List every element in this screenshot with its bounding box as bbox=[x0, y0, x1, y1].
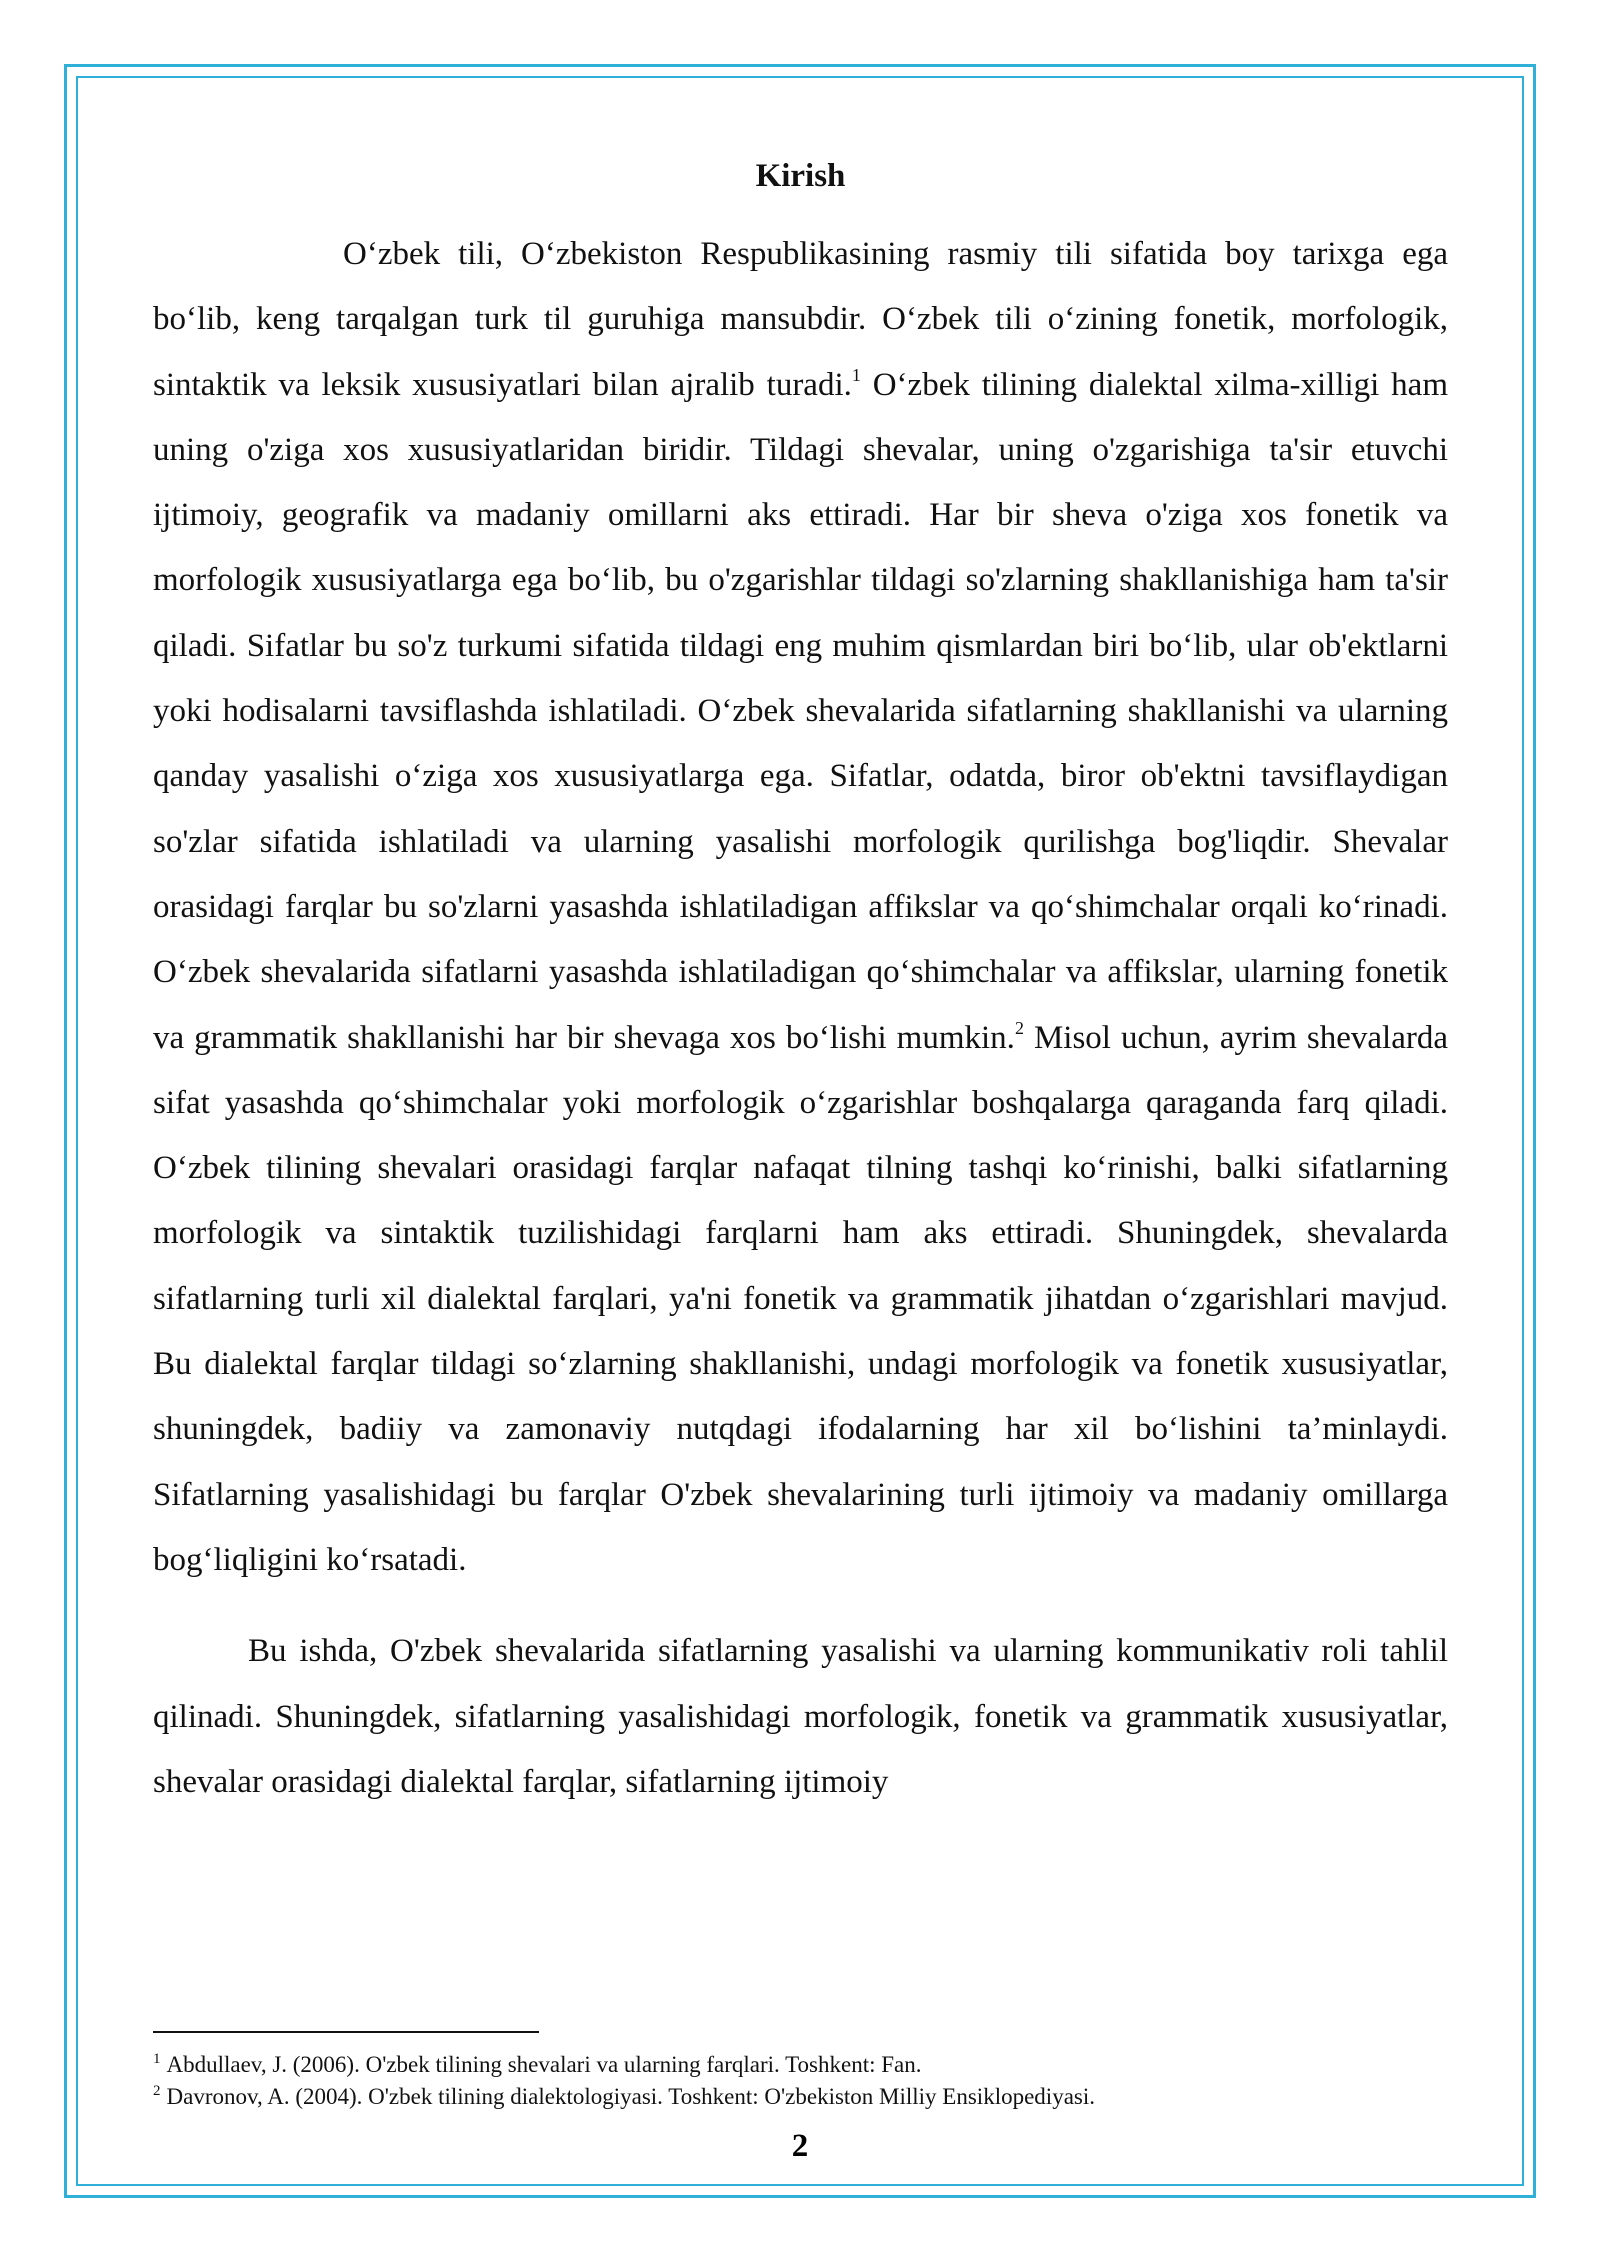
footnote-ref-1[interactable]: 1 bbox=[851, 364, 861, 385]
page-number: 2 bbox=[791, 2128, 809, 2164]
paragraph-1-part-3: Misol uchun, ayrim shevalarda sifat yasashda qo‘shimchalar yoki morfologik o‘zgarishlar boshqalarga qaraganda farq qiladi. O‘zbek tilining shevalari orasidagi farqlar nafaqat tilning tashqi ko‘rinishi, balki sifatlarning morfologik va sintaktik tuzilishidagi farqlarni ham aks ettiradi. Shuningdek, shevalarda sifatlarning turli xil dialektal farqlari, ya'ni fonetik va grammatik jihatdan o‘zgarishlari mavjud. Bu dialektal farqlar tildagi so‘zlarning shakllanishi, undagi morfologik va fonetik xususiyatlar, shuningdek, badiiy va zamonaviy nutqdagi ifodalarning har xil bo‘lishini ta’minlaydi. Sifatlarning yasalishidagi bu farqlar O'zbek shevalarining turli ijtimoiy va madaniy omillarga bog‘liqligini ko‘rsatadi. bbox=[153, 1019, 1448, 1578]
footnote-2-text: Davronov, A. (2004). O'zbek tilining dialektologiyasi. Toshkent: O'zbekiston Milliy Ensiklopediyasi. bbox=[166, 2084, 1095, 2109]
footnotes bbox=[153, 2049, 1448, 2113]
footnote-1-text: Abdullaev, J. (2006). O'zbek tilining shevalari va ularning farqlari. Toshkent: Fan. bbox=[166, 2052, 922, 2077]
footnote-separator bbox=[153, 2031, 539, 2033]
footnote-1 bbox=[153, 2049, 1448, 2081]
section-title: Kirish bbox=[755, 158, 846, 194]
document-page bbox=[153, 150, 1448, 1815]
footnote-2 bbox=[153, 2081, 1448, 2113]
body-paragraph-2: Bu ishda, O'zbek shevalarida sifatlarning yasalishi va ularning kommunikativ roli tahlil qilinadi. Shuningdek, sifatlarning yasalishidagi morfologik, fonetik va grammatik xususiyatlar, shevalar orasidagi dialektal farqlar, sifatlarning ijtimoiy bbox=[153, 1633, 1448, 1800]
footnote-1-mark: 1 bbox=[153, 2051, 161, 2067]
footnote-ref-2[interactable]: 2 bbox=[1014, 1017, 1024, 1038]
body-paragraph-1 bbox=[153, 222, 1448, 1593]
paragraph-1-part-2: O‘zbek tilining dialektal xilma-xilligi ham uning o'ziga xos xususiyatlaridan biridir. Tildagi shevalar, uning o'zgarishiga ta'sir etuvchi ijtimoiy, geografik va madaniy omillarni aks ettiradi. Har bir sheva o'ziga xos fonetik va morfologik xususiyatlarga ega bo‘lib, bu o'zgarishlar tildagi so'zlarning shakllanishiga ham ta'sir qiladi. Sifatlar bu so'z turkumi sifatida tildagi eng muhim qismlardan biri bo‘lib, ular ob'ektlarni yoki hodisalarni tavsiflashda ishlatiladi. O‘zbek shevalarida sifatlarning shakllanishi va ularning qanday yasalishi o‘ziga xos xususiyatlarga ega. Sifatlar, odatda, biror ob'ektni tavsiflaydigan so'zlar sifatida ishlatiladi va ularning yasalishi morfologik qurilishga bog'liqdir. Shevalar orasidagi farqlar bu so'zlarni yasashda ishlatiladigan affikslar va qo‘shimchalar orqali ko‘rinadi. O‘zbek shevalarida sifatlarni yasashda ishlatiladigan qo‘shimchalar va affikslar, ularning fonetik va grammatik shakllanishi har bir shevaga xos bo‘lishi mumkin. bbox=[153, 366, 1448, 1056]
paragraph-1-part-1: O‘zbek tili, O‘zbekiston Respublikasining rasmiy tili sifatida boy tarixga ega bo‘lib, keng tarqalgan turk til guruhiga mansubdir. O‘zbek tili o‘zining fonetik, morfologik, sintaktik va leksik xususiyatlari bilan ajralib turadi. bbox=[153, 236, 1448, 403]
footnote-2-mark: 2 bbox=[153, 2083, 161, 2099]
